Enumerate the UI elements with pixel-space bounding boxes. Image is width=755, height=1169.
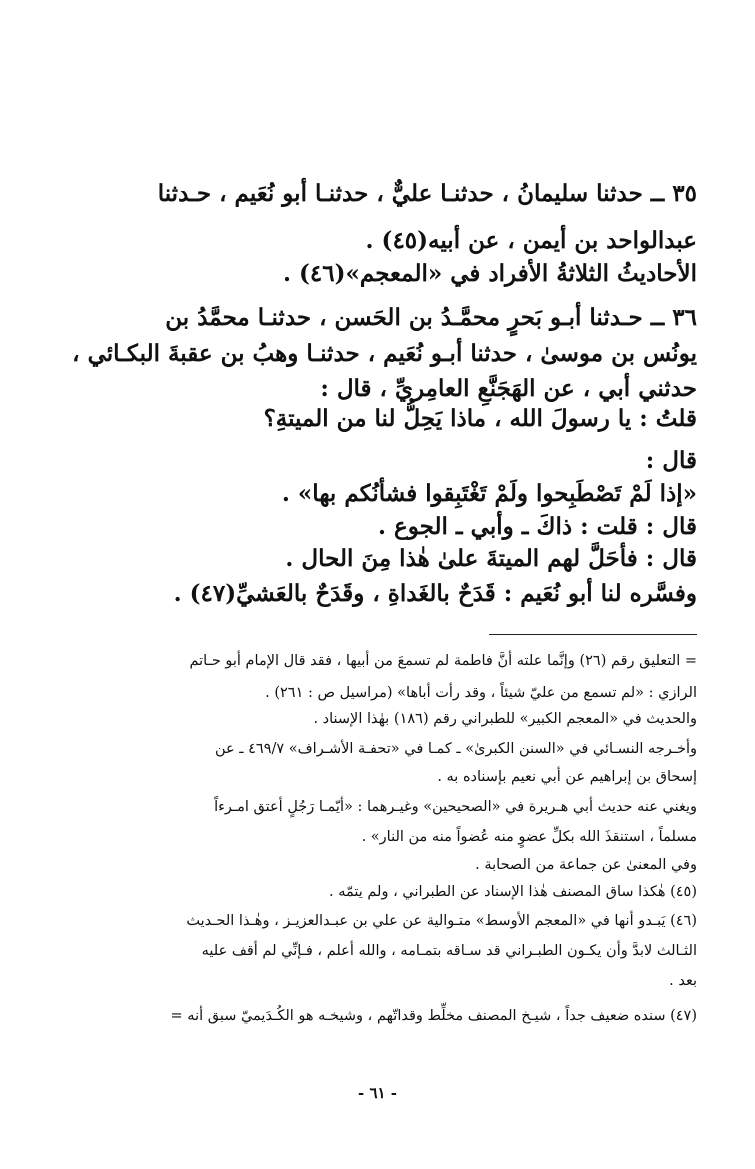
- main-line: يونُس بن موسىٰ ، حدثنا أبـو نُعَيم ، حدثنـا وهبُ بن عقبةَ البكـائي ،: [72, 340, 697, 367]
- main-line: قال :: [645, 447, 697, 474]
- main-line: ٣٦ ــ حـدثنا أبـو بَحرٍ محمَّـدُ بن الحَسن ، حدثنـا محمَّدُ بن: [165, 304, 697, 331]
- footnote-line: الرازي : «لم تسمع من عليّ شيئاً ، وقد رأت أباها» (مراسيل ص : ٢٦١) .: [265, 685, 697, 701]
- main-line: «إذا لَمْ تَصْطَبِحوا ولَمْ تَغْتَبِقوا فشأنُكم بها» .: [281, 480, 697, 507]
- main-line: حدثني أبي ، عن الهَجَنَّعِ العامِريِّ ، قال :: [320, 375, 697, 402]
- footnote-separator: [489, 634, 697, 635]
- footnote-line: (٤٥) هٰكذا ساق المصنف هٰذا الإسناد عن الطبراني ، ولم يتمّه .: [329, 884, 697, 900]
- footnote-line: وفي المعنىٰ عن جماعة من الصحابة .: [475, 857, 697, 873]
- footnote-line: (٤٦) يَبـدو أنها في «المعجم الأوسط» متـوالية عن علي بن عبـدالعزيـز ، وهٰـذا الحـديث: [186, 913, 697, 929]
- footnote-line: الثـالث لابدَّ وأن يكـون الطبـراني قد سـاقه بتمـامه ، والله أعلم ، فـإنِّي لم أقف عليه: [201, 943, 697, 959]
- main-line: ٣٥ ــ حدثنا سليمانُ ، حدثنـا عليٌّ ، حدثنـا أبو نُعَيم ، حـدثنا: [157, 180, 697, 207]
- footnote-line: وأخـرجه النسـائي في «السنن الكبرىٰ» ـ كمـا في «تحفـة الأشـراف» ٤٦٩/٧ ـ عن: [214, 741, 697, 757]
- main-line: عبدالواحد بن أيمن ، عن أبيه(٤٥) .: [365, 227, 697, 254]
- footnote-line: (٤٧) سنده ضعيف جداً ، شيـخ المصنف مخلِّط وقداتّهم ، وشيخـه هو الكُـدَيميّ سبق أنه =: [170, 1008, 697, 1024]
- main-line: وفسَّره لنا أبو نُعَيم : قَدَحٌ بالغَداةِ ، وقَدَحٌ بالعَشيِّ(٤٧) .: [173, 580, 697, 607]
- footnote-line: بعد .: [669, 973, 697, 989]
- footnote-line: ويغني عنه حديث أبي هـريرة في «الصحيحين» وغيـرهما : «أيّمـا رَجُلٍ أعتق امـرءاً: [214, 799, 697, 815]
- main-line: الأحاديثُ الثلاثةُ الأفراد في «المعجم»(٤٦) .: [283, 260, 697, 287]
- main-line: قلتُ : يا رسولَ الله ، ماذا يَحِلُّ لنا من الميتةِ؟: [263, 405, 697, 432]
- main-line: قال : قلت : ذاكَ ـ وأبي ـ الجوع .: [378, 513, 697, 540]
- footnote-line: = التعليق رقم (٢٦) وإنَّما علته أنَّ فاطمة لم تسمعَ من أبيها ، فقد قال الإمام أبو حـاتم: [189, 653, 697, 669]
- footnote-line: والحديث في «المعجم الكبير» للطبراني رقم (١٨٦) بهٰذا الإسناد .: [313, 711, 697, 727]
- page-number: - ٦١ -: [357, 1084, 398, 1102]
- footnote-line: مسلماً ، استنقذَ الله بكلِّ عضوٍ منه عُضواً منه من النار» .: [361, 829, 697, 845]
- main-line: قال : فأحَلَّ لهم الميتةَ علىٰ هٰذا مِنَ الحال .: [285, 545, 697, 572]
- footnote-line: إسحاق بن إبراهيم عن أبي نعيم بإسناده به .: [437, 769, 697, 785]
